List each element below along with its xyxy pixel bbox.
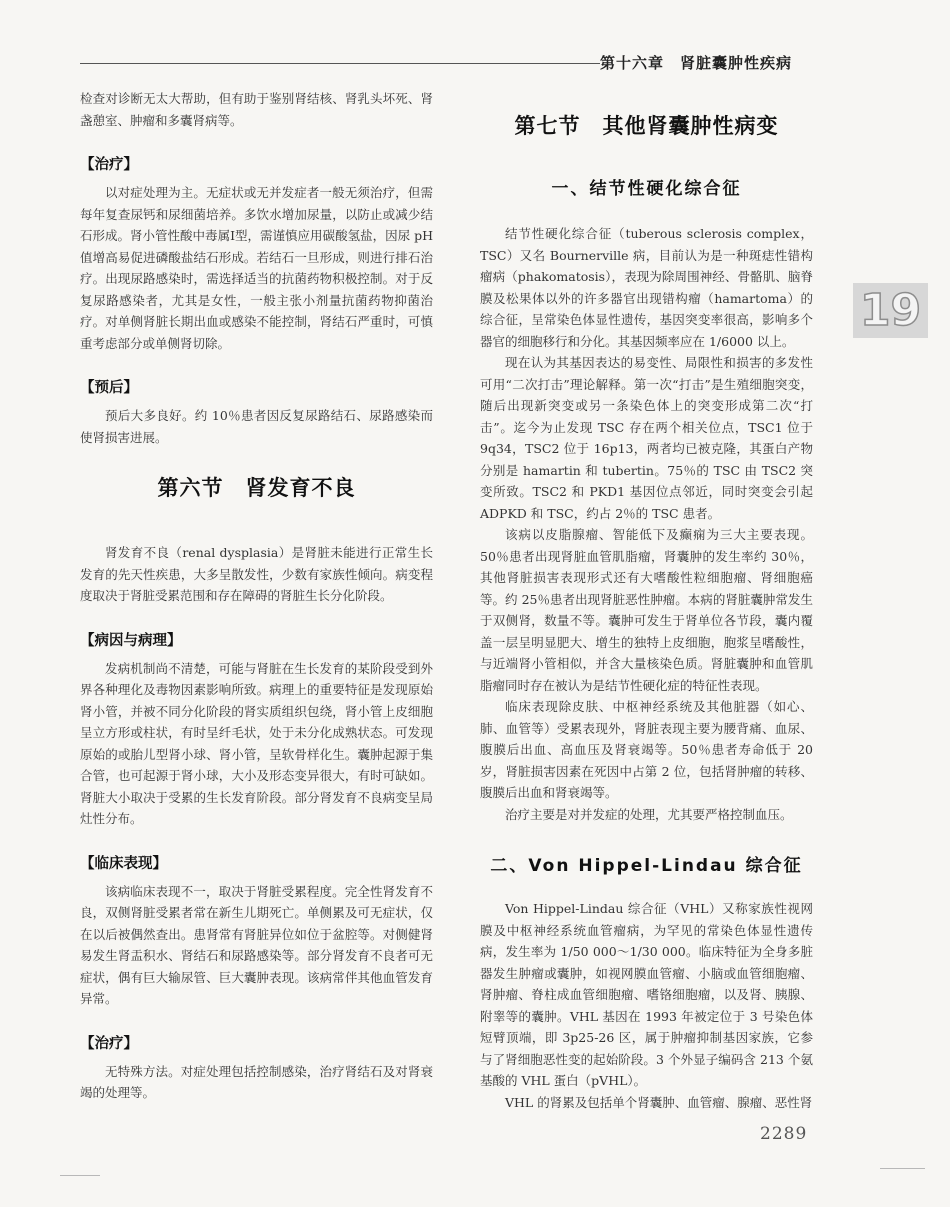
left-column <box>80 88 433 1104</box>
subsection-title: 二、Von Hippel-Lindau 综合征 <box>490 856 803 876</box>
section-title: 第六节 肾发育不良 <box>157 476 356 500</box>
paragraph: 治疗主要是对并发症的处理，尤其要严格控制血压。 <box>505 806 793 822</box>
chapter-thumb-tab <box>853 283 928 338</box>
header-rule <box>80 63 600 64</box>
subsection-title: 一、结节性硬化综合征 <box>551 179 742 199</box>
subheading-treatment-2: 【治疗】 <box>80 1035 138 1052</box>
paragraph: 检查对诊断无太大帮助，但有助于鉴别肾结核、肾乳头坏死、肾盏憩室、肿瘤和多囊肾病等。 <box>80 91 433 128</box>
paragraph: 临床表现除皮肤、中枢神经系统及其他脏器（如心、肺、血管等）受累表现外，肾脏表现主要为腰背痛、血尿、腹膜后出血、高血压及肾衰竭等。50％患者寿命低于 20 岁，肾脏损害因素在死因中占第 2 位，包括肾肿瘤的转移、腹膜后出血和肾衰竭等。 <box>480 699 813 800</box>
section-title: 第七节 其他肾囊肿性病变 <box>514 114 779 138</box>
chapter-thumb-number: 19 <box>859 285 922 336</box>
paragraph: 结节性硬化综合征（tuberous sclerosis complex，TSC）又名 Bournerville 病，目前认为是一种斑痣性错构瘤病（phakomatosis），表现为除周围神经、骨骼肌、脑脊膜及松果体以外的许多器官出现错构瘤（hamartoma）的综合征，呈常染色体显性遗传，基因突变率很高，影响多个器官的细胞移行和分化。其基因频率应在 1/6000 以上。 <box>480 226 813 349</box>
scan-mark <box>60 1175 100 1176</box>
paragraph: 发病机制尚不清楚，可能与肾脏在生长发育的某阶段受到外界各种理化及毒物因素影响所致。病理上的重要特征是发现原始肾小管，并被不同分化阶段的肾实质组织包绕，肾小管上皮细胞呈立方形或柱状，有时呈纤毛状，处于未分化成熟状态。可发现原始的或胎儿型肾小球、肾小管，呈软骨样化生。囊肿起源于集合管，也可起源于肾小球，大小及形态变异很大，有时可缺如。肾脏大小取决于受累的生长发育阶段。部分肾发育不良病变呈局灶性分布。 <box>80 660 433 826</box>
paragraph: 该病临床表现不一，取决于肾脏受累程度。完全性肾发育不良，双侧肾脏受累者常在新生儿期死亡。单侧累及可无症状，仅在以后被偶然查出。患肾常有肾脏异位如位于盆腔等。对侧健肾易发生肾盂积水、肾结石和尿路感染等。部分肾发育不良者可无症状，偶有巨大输尿管、巨大囊肿表现。该病常伴其他血管发育异常。 <box>80 883 433 1006</box>
paragraph: Von Hippel-Lindau 综合征（VHL）又称家族性视网膜及中枢神经系统血管瘤病，为罕见的常染色体显性遗传病，发生率为 1/50 000～1/30 000。临床特征为全身多脏器发生肿瘤或囊肿，如视网膜血管瘤、小脑或血管细胞瘤、肾肿瘤、脊柱成血管细胞瘤、嗜铬细胞瘤，以及肾、胰腺、附睾等的囊肿。VHL 基因在 1993 年被定位于 3 号染色体短臂顶端，即 3p25-26 区，属于肿瘤抑制基因家族，它参与了肾细胞恶性变的起始阶段。3 个外显子编码含 213 个氨基酸的 VHL 蛋白（pVHL）。 <box>480 901 813 1088</box>
subheading-clinical: 【临床表现】 <box>80 855 167 872</box>
paragraph: 以对症处理为主。无症状或无并发症者一般无须治疗，但需每年复查尿钙和尿细菌培养。多饮水增加尿量，以防止或减少结石形成。肾小管性酸中毒属Ⅰ型，需谨慎应用碳酸氢盐，因尿 pH 值增高易促进磷酸盐结石形成。若结石一旦形成，则进行排石治疗。出现尿路感染时，需选择适当的抗菌药物积极控制。对于反复尿路感染者，尤其是女性，一般主张小剂量抗菌药物抑菌治疗。对单侧肾脏长期出血或感染不能控制，肾结石严重时，可慎重考虑部分或单侧肾切除。 <box>80 185 433 351</box>
paragraph: 肾发育不良（renal dysplasia）是肾脏未能进行正常生长发育的先天性疾患，大多呈散发性，少数有家族性倾向。病变程度取决于肾脏受累范围和存在障碍的肾脏生长分化阶段。 <box>80 545 433 603</box>
running-header: 第十六章 肾脏囊肿性疾病 <box>600 54 793 72</box>
paragraph: 现在认为其基因表达的易变性、局限性和损害的多发性可用“二次打击”理论解释。第一次“打击”是生殖细胞突变，随后出现新突变或另一条染色体上的突变形成第二次“打击”。迄今为止发现 TSC 存在两个相关位点，TSC1 位于 9q34，TSC2 位于 16p13，两者均已被克隆，其蛋白产物分别是 hamartin 和 tubertin。75％的 TSC 由 TSC2 突变所致。TSC2 和 PKD1 基因位点邻近，同时突变会引起 ADPKD 和 TSC，约占 2％的 TSC 患者。 <box>480 355 813 521</box>
scan-mark <box>880 1168 925 1169</box>
subheading-prognosis: 【预后】 <box>80 380 138 396</box>
page-number: 2289 <box>760 1124 808 1144</box>
paragraph: VHL 的肾累及包括单个肾囊肿、血管瘤、腺瘤、恶性肾 <box>505 1094 813 1110</box>
right-column <box>480 88 813 1113</box>
subheading-treatment: 【治疗】 <box>80 157 138 173</box>
paragraph: 该病以皮脂腺瘤、智能低下及癫痫为三大主要表现。50％患者出现肾脏血管肌脂瘤，肾囊肿的发生率约 30％，其他肾脏损害表现形式还有大嗜酸性粒细胞瘤、肾细胞癌等。约 25％患者出现肾脏恶性肿瘤。本病的肾脏囊肿常发生于双侧肾，数量不等。囊肿可发生于肾单位各节段，囊内覆盖一层呈明显肥大、增生的独特上皮细胞，胞浆呈嗜酸性，与近端肾小管相似，并含大量核染色质。肾脏囊肿和血管肌脂瘤同时存在被认为是结节性硬化症的特征性表现。 <box>480 527 813 693</box>
paragraph: 无特殊方法。对症处理包括控制感染，治疗肾结石及对肾衰竭的处理等。 <box>80 1063 433 1100</box>
paragraph: 预后大多良好。约 10％患者因反复尿路结石、尿路感染而使肾损害进展。 <box>80 408 433 445</box>
subheading-etiology: 【病因与病理】 <box>80 632 182 649</box>
